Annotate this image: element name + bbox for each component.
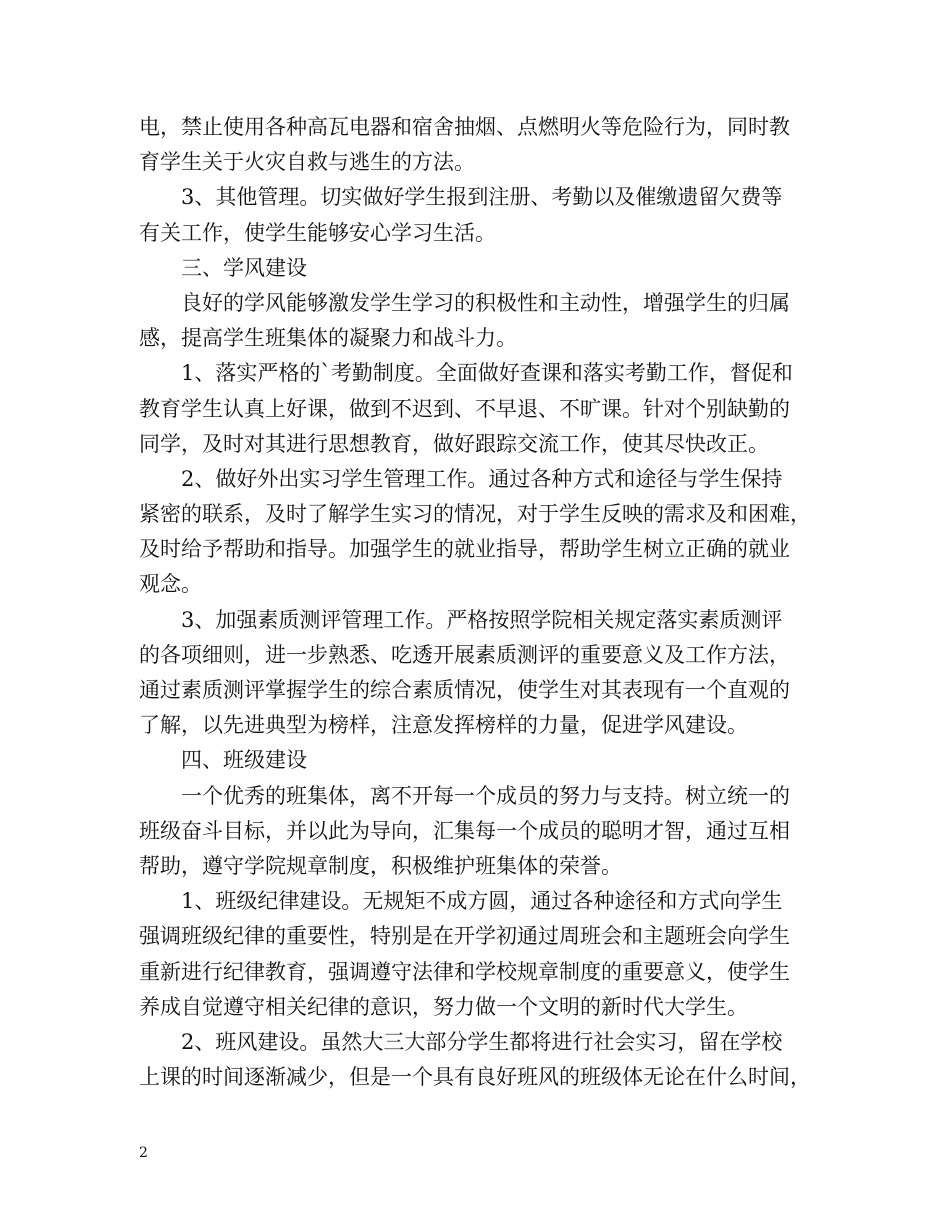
text-line: 班级奋斗目标，并以此为导向，汇集每一个成员的聪明才智，通过互相 [139, 818, 790, 843]
text-line: 帮助，遵守学院规章制度，积极维护班集体的荣誉。 [139, 853, 622, 878]
text-line: 同学，及时对其进行思想教育，做好跟踪交流工作，使其尽快改正。 [139, 431, 769, 456]
text-line: 2、班风建设。虽然大三大部分学生都将进行社会实习，留在学校 [181, 1029, 783, 1054]
text-line: 了解，以先进典型为榜样，注意发挥榜样的力量，促进学风建设。 [139, 713, 748, 738]
text-line: 的各项细则，进一步熟悉、吃透开展素质测评的重要意义及工作方法， [139, 642, 790, 667]
text-line: 上课的时间逐渐减少，但是一个具有良好班风的班级体无论在什么时间， [139, 1065, 811, 1090]
text-line: 电，禁止使用各种高瓦电器和宿舍抽烟、点燃明火等危险行为，同时教 [139, 115, 790, 139]
text-line: 及时给予帮助和指导。加强学生的就业指导，帮助学生树立正确的就业 [139, 537, 790, 562]
text-line: 四、班级建设 [181, 748, 307, 773]
text-line: 养成自觉遵守相关纪律的意识，努力做一个文明的新时代大学生。 [139, 994, 748, 1019]
text-line: 感，提高学生班集体的凝聚力和战斗力。 [139, 326, 517, 351]
page-number: 2 [139, 1145, 148, 1161]
text-line: 育学生关于火灾自救与逃生的方法。 [139, 150, 475, 175]
text-line: 观念。 [139, 572, 202, 597]
text-line: 2、做好外出实习学生管理工作。通过各种方式和途径与学生保持 [181, 466, 783, 491]
text-line: 强调班级纪律的重要性，特别是在开学初通过周班会和主题班会向学生 [139, 924, 790, 949]
text-line: 3、其他管理。切实做好学生报到注册、考勤以及催缴遗留欠费等 [181, 185, 783, 210]
text-line: 三、学风建设 [181, 255, 307, 280]
text-line: 教育学生认真上好课，做到不迟到、不早退、不旷课。针对个别缺勤的 [139, 396, 790, 421]
text-line: 紧密的联系，及时了解学生实习的情况，对于学生反映的需求及和困难， [139, 502, 811, 527]
text-line: 有关工作，使学生能够安心学习生活。 [139, 220, 496, 245]
text-line: 1、落实严格的`考勤制度。全面做好查课和落实考勤工作，督促和 [181, 361, 793, 386]
text-line: 一个优秀的班集体，离不开每一个成员的努力与支持。树立统一的 [181, 783, 790, 808]
text-line: 良好的学风能够激发学生学习的积极性和主动性，增强学生的归属 [181, 290, 790, 315]
document-body [139, 110, 815, 1095]
text-line: 1、班级纪律建设。无规矩不成方圆，通过各种途径和方式向学生 [181, 889, 783, 914]
text-line: 通过素质测评掌握学生的综合素质情况，使学生对其表现有一个直观的 [139, 678, 790, 702]
text-line: 3、加强素质测评管理工作。严格按照学院相关规定落实素质测评 [181, 607, 783, 632]
text-line: 重新进行纪律教育，强调遵守法律和学校规章制度的重要意义，使学生 [139, 959, 790, 984]
